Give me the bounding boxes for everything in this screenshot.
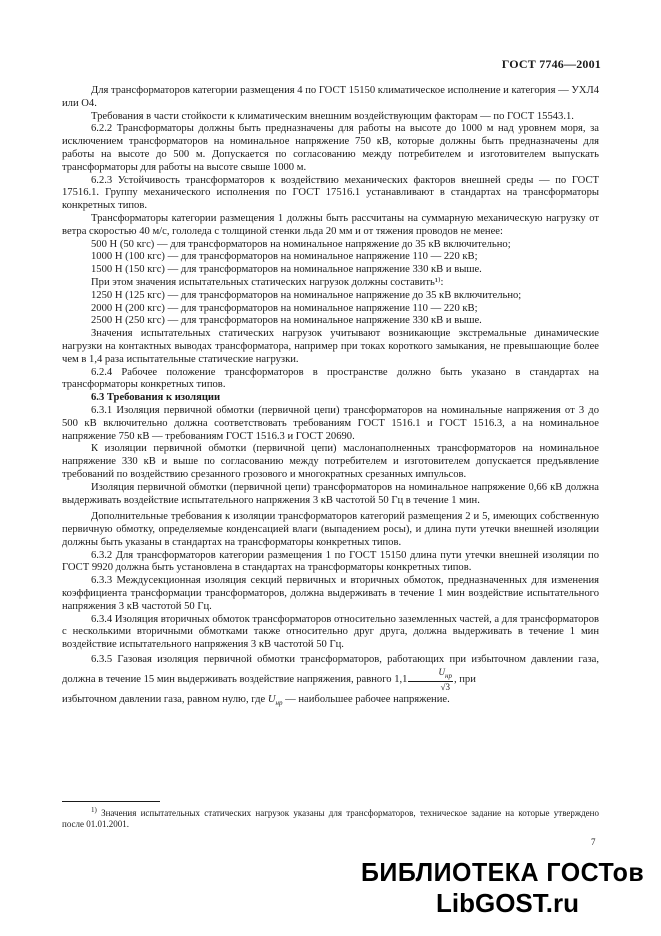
page-number: 7 [591,837,596,847]
paragraph: 6.3.2 Для трансформаторов категории размещения 1 по ГОСТ 15150 длина пути утечки внешней изоляции по ГОСТ 9920 должна быть установлена в стандартах на трансформаторы конкретных типов. [62,549,599,574]
formula-text-end: , при [453,673,476,685]
paragraph: К изоляции первичной обмотки (первичной цепи) маслонаполненных трансформаторов на номинальное напряжение 330 кВ и выше по согласованию между потребителем и изготовителем допускается предъявление требований по воздействию срезанного грозового и многократных срезанных импульсов. [62,443,599,480]
formula-fraction [408,667,452,692]
paragraph: 6.2.4 Рабочее положение трансформаторов в пространстве должно быть указано в стандартах на трансформаторы конкретных типов. [62,366,599,391]
paragraph: Значения испытательных статических нагрузок учитывают возникающие экстремальные динамические нагрузки на контактных выводах трансформатора, например при токах короткого замыкания, не превышающие более чем в 1,4 раза испытательные статические нагрузки. [62,328,599,365]
footnote [62,805,599,830]
footnote-text: Значения испытательных статических нагрузок указаны для трансформаторов, техническое задание на которые утверждено после 01.01.2001. [62,808,599,829]
document-body [62,85,599,710]
paragraph: Трансформаторы категории размещения 1 должны быть рассчитаны на суммарную механическую нагрузку от ветра скоростью 40 м/с, гололеда с толщиной стенки льда 20 мм и от тяжения проводов не менее: [62,212,599,237]
list-item: 1250 Н (125 кгс) — для трансформаторов на номинальное напряжение до 35 кВ включительно; [91,289,522,301]
watermark-library: БИБЛИОТЕКА ГОСТов [361,857,645,887]
paragraph: Дополнительные требования к изоляции трансформаторов категорий размещения 2 и 5, имеющих собственную первичную обмотку, определяемые конденсацией влаги (выпадением росы), и длина пути утечки внешней изоляции должны быть указаны в стандартах на трансформаторы конкретных типов. [62,511,599,548]
paragraph: 6.3.4 Изоляция вторичных обмоток трансформаторов относительно заземленных частей, а для трансформаторов с несколькими вторичными обмотками также относительно друг друга, должна выдерживать в течение 1 мин воздействие испытательного напряжения 3 кВ частотой 50 Гц. [62,613,599,651]
formula-paragraph-continued [62,694,599,710]
paragraph: 6.3.3 Междусекционная изоляция секций первичных и вторичных обмоток, предназначенных для изменения коэффициента трансформации трансформаторов, должна выдерживать в течение 1 мин воздействие испытательного напряжения 3 кВ частотой 50 Гц. [62,575,599,612]
list-item: При этом значения испытательных статических нагрузок должны составить¹⁾: [91,276,444,288]
paragraph: 6.2.3 Устойчивость трансформаторов к воздействию механических факторов внешней среды — по ГОСТ 17516.1. Группу механического исполнения по ГОСТ 17516.1 устанавливают в стандартах на трансформаторы конкретных типов. [62,174,599,212]
paragraph: 6.3.1 Изоляция первичной обмотки (первичной цепи) трансформаторов на номинальные напряжения от 3 до 500 кВ включительно должна соответствовать требованиям ГОСТ 1516.1 и ГОСТ 1516.3, а на номинальное напряжение 750 кВ — требованиям ГОСТ 1516.3 и ГОСТ 20690. [62,404,599,442]
paragraph-list [62,85,599,652]
footnote-rule [62,801,160,802]
list-item: 2000 Н (200 кгс) — для трансформаторов на номинальное напряжение 110 — 220 кВ; [91,302,478,314]
watermark-site: LibGOST.ru [436,888,579,918]
section-heading: 6.3 Требования к изоляции [91,392,221,404]
list-item: 1000 Н (100 кгс) — для трансформаторов на номинальное напряжение 110 — 220 кВ; [91,251,478,263]
paragraph: Для трансформаторов категории размещения 4 по ГОСТ 15150 климатическое исполнение и категория — УХЛ4 или О4. [62,85,599,109]
standard-header: ГОСТ 7746—2001 [501,57,601,71]
paragraph: Требования в части стойкости к климатическим внешним воздействующим факторам — по ГОСТ 15543.1. [91,110,574,122]
fraction-numerator: U [438,666,445,677]
paragraph: 6.2.2 Трансформаторы должны быть предназначены для работы на высоте до 1000 м над уровнем моря, за исключением трансформаторов на номинальное напряжение 750 кВ, которые должны быть предназначены для работы на высоте до 500 м. Допускается по согласованию между потребителем и изготовителем выпускать трансформаторы для работы на высоте свыше 1000 м. [62,123,599,173]
list-item: 2500 Н (250 кгс) — для трансформаторов на номинальное напряжение 330 кВ и выше. [91,315,482,327]
formula-line2-start: избыточном давлении газа, равном нулю, где [62,693,266,705]
list-item: 1500 Н (150 кгс) — для трансформаторов на номинальное напряжение 330 кВ и выше. [91,264,482,276]
footnote-marker: 1) [91,806,97,814]
voltage-variable-subscript: нр [275,698,283,707]
formula-line2-end: — наибольшее рабочее напряжение. [285,693,450,705]
formula-paragraph [62,654,599,692]
paragraph: Изоляция первичной обмотки (первичной цепи) трансформаторов на номинальное напряжение 0,66 кВ должна выдерживать воздействие испытательного напряжения 3 кВ частотой 50 Гц в течение 1 мин. [62,481,599,506]
list-item: 500 Н (50 кгс) — для трансформаторов на номинальное напряжение до 35 кВ включительно; [91,238,511,250]
formula-text-start: 6.3.5 Газовая изоляция первичной обмотки трансформаторов, работающих при избыточном давлении газа, должна в течение 15 мин выдерживать воздействие напряжения, равного 1,1 [62,654,599,685]
voltage-variable: U [267,693,276,705]
fraction-numerator-subscript: нр [444,671,452,680]
fraction-denominator: √3 [440,681,450,692]
